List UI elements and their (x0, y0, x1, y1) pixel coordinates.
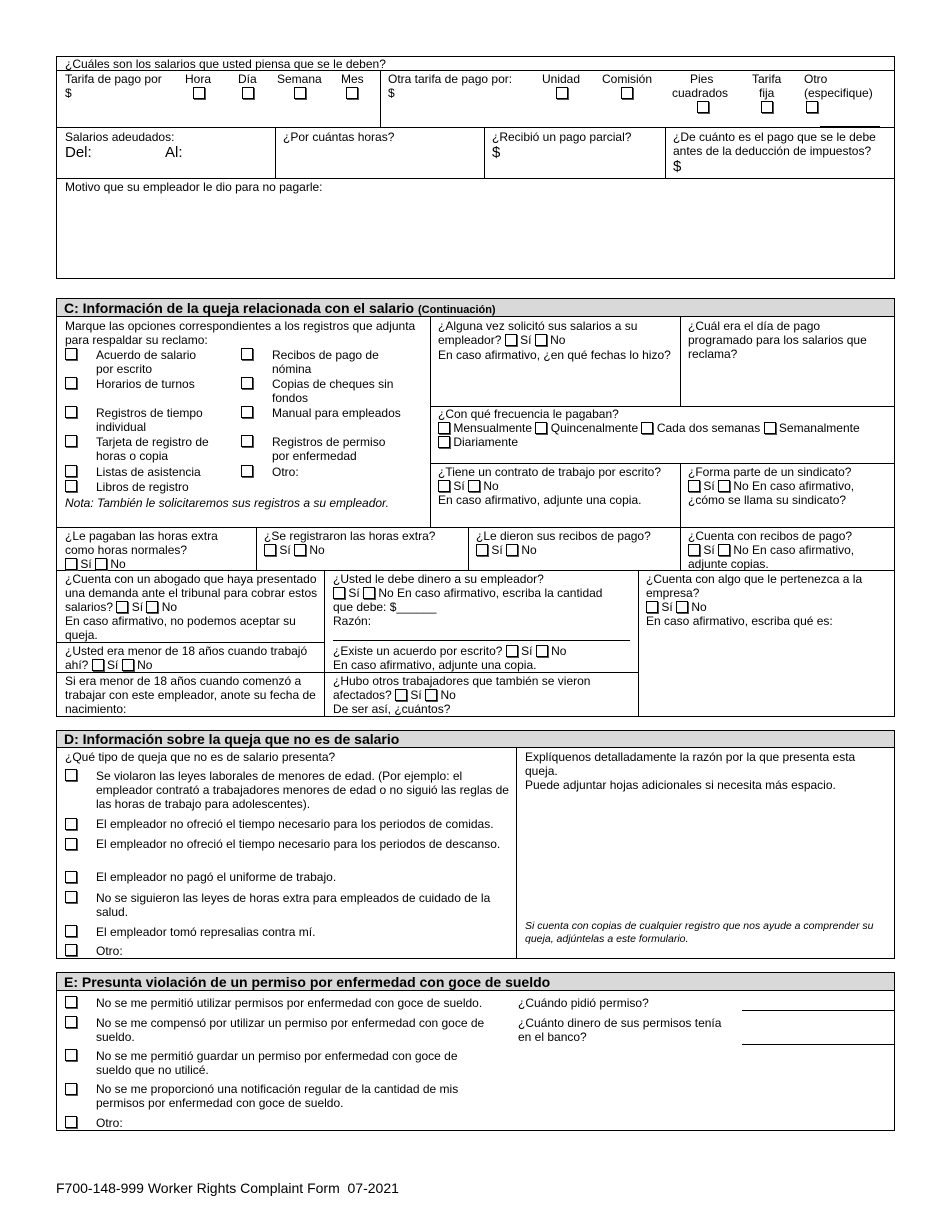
no-checkbox[interactable] (95, 558, 107, 570)
partial-payment-question: ¿Recibió un pago parcial? (492, 130, 632, 144)
banked-leave-field[interactable] (742, 1044, 894, 1045)
overtime-recorded-question: ¿Se registraron las horas extra? (264, 529, 436, 543)
complaint-option: Otro: (96, 944, 123, 958)
pay-frequency-question: ¿Con qué frecuencia le pagaban? (438, 407, 619, 421)
pay-rate-label: Tarifa de pago por (65, 72, 162, 86)
pay-stubs-question: ¿Le dieron sus recibos de pago? (476, 529, 651, 543)
sick-leave-checkbox[interactable] (65, 1083, 77, 1095)
no-checkbox[interactable] (506, 544, 518, 556)
records-checkbox[interactable] (241, 435, 253, 447)
attorney-note: En caso afirmativo, no podemos aceptar su queja. (65, 614, 296, 642)
monthly-checkbox[interactable] (438, 422, 450, 434)
yes-checkbox[interactable] (92, 659, 104, 671)
complaint-option: No se siguieron las leyes de horas extra para empleados de cuidado de la salud. (96, 891, 491, 919)
yes-checkbox[interactable] (688, 544, 700, 556)
records-option: Registros de tiempo individual (96, 406, 203, 434)
other-label-2: (especifique) (804, 86, 873, 100)
complaint-checkbox[interactable] (65, 818, 77, 830)
company-property-yes-no: Sí No (646, 600, 707, 614)
attach-copy-label: En caso afirmativo, adjunte una copia. (333, 658, 537, 672)
records-checkbox[interactable] (65, 348, 77, 360)
records-option: Acuerdo de salario por escrito (96, 348, 197, 376)
requested-wages-question: ¿Alguna vez solicitó sus salarios a su empleador? Sí No (438, 319, 638, 347)
flat-rate-label: Tarifa (752, 72, 782, 86)
attach-copies-label: adjunte copias. (688, 557, 769, 571)
records-instructions: Marque las opciones correspondientes a los registros que adjunta para respaldar su reclamo: (65, 319, 416, 347)
sqft-label-2: cuadrados (672, 86, 729, 100)
overtime-recorded-yes-no: Sí No (264, 543, 325, 557)
records-option: Otro: (272, 465, 299, 479)
has-pay-stubs-yes-no: Sí No En caso afirmativo, (688, 543, 854, 557)
unit-checkbox[interactable] (556, 87, 568, 99)
reason-label: Motivo que su empleador le dio para no pagarle: (65, 180, 323, 194)
dollar-sign: $ (492, 144, 501, 161)
divider (638, 570, 639, 717)
records-checkbox[interactable] (65, 435, 77, 447)
leave-request-date-label: ¿Cuándo pidió permiso? (518, 996, 649, 1010)
wages-owed-label: Salarios adeudados: (65, 130, 175, 144)
sqft-label: Pies (690, 72, 714, 86)
no-checkbox[interactable] (718, 544, 730, 556)
records-option: Copias de cheques sin fondos (272, 377, 394, 405)
records-checkbox[interactable] (65, 406, 77, 418)
divider (680, 463, 681, 527)
no-checkbox[interactable] (535, 334, 547, 346)
records-option: Tarjeta de registro de horas o copia (96, 435, 209, 463)
flat-rate-checkbox[interactable] (761, 101, 773, 113)
divider (56, 642, 324, 643)
birthdate-label: Si era menor de 18 años cuando comenzó a trabajar con este empleador, anote su fecha de nacimiento: (65, 674, 316, 716)
divider (484, 127, 485, 178)
pretax-amount-question: ¿De cuánto es el pago que se le debe antes de la deducción de impuestos? (673, 130, 876, 158)
complaint-option: Se violaron las leyes laborales de menores de edad. (Por ejemplo: el empleador contrató a trabajadores menores de edad o no siguió las reglas de las horas de trabajo para adolescentes). (96, 769, 509, 811)
reason-label: Razón: (333, 614, 372, 628)
pay-frequency-options: Mensualmente Quincenalmente Cada dos semanas Semanalmente (438, 421, 860, 435)
divider (56, 527, 895, 528)
complaint-checkbox[interactable] (65, 871, 77, 883)
overtime-question: ¿Le pagaban las horas extra como horas normales? (65, 529, 218, 557)
section-e-header: E: Presunta violación de un permiso por enfermedad con goce de sueldo (56, 972, 895, 991)
attach-sheets-label: Puede adjuntar hojas adicionales si necesita más espacio. (525, 778, 836, 792)
written-contract-question: ¿Tiene un contrato de trabajo por escrito? (438, 465, 662, 479)
yes-checkbox[interactable] (65, 558, 77, 570)
records-note: Nota: También le solicitaremos sus registros a su empleador. (65, 496, 389, 510)
yes-checkbox[interactable] (264, 544, 276, 556)
records-checkbox[interactable] (241, 406, 253, 418)
unit-label: Unidad (542, 72, 581, 86)
pay-stubs-yes-no: Sí No (476, 543, 537, 557)
sick-leave-option: No se me permitió guardar un permiso por enfermedad con goce de sueldo que no utilicé. (96, 1049, 458, 1077)
minor-question: ¿Usted era menor de 18 años cuando trabajó ahí? Sí No (65, 644, 308, 672)
yes-checkbox[interactable] (646, 601, 658, 613)
day-checkbox[interactable] (242, 87, 254, 99)
attorney-question: ¿Cuenta con un abogado que haya presentado una demanda ante el tribunal para cobrar estos salarios? Sí No (65, 572, 318, 614)
records-option: Registros de permiso por enfermedad (272, 435, 386, 463)
divider (516, 748, 517, 959)
divider (430, 317, 431, 527)
sick-leave-option: Otro: (96, 1116, 123, 1130)
divider (380, 70, 381, 127)
section-c-title: C: Información de la queja relacionada con el salario (64, 300, 415, 316)
records-checkbox[interactable] (65, 465, 77, 477)
divider (256, 527, 257, 570)
section-c-header (56, 298, 895, 317)
owe-money-question: ¿Usted le debe dinero a su empleador? (333, 572, 544, 586)
dollar-sign: $ (673, 158, 682, 175)
sick-leave-option: No se me permitió utilizar permisos por enfermedad con goce de sueldo. (96, 996, 483, 1010)
yes-checkbox[interactable] (476, 544, 488, 556)
yes-checkbox[interactable] (688, 480, 700, 492)
union-question: ¿Forma parte de un sindicato? (688, 465, 852, 479)
dollar-sign: $ (388, 86, 395, 100)
every-two-weeks-checkbox[interactable] (641, 422, 653, 434)
sick-leave-checkbox[interactable] (65, 1049, 77, 1061)
no-checkbox[interactable] (363, 587, 375, 599)
owe-money-yes-no: Sí No En caso afirmativo, escriba la cantidad (333, 586, 602, 600)
attach-records-note: Si cuenta con copias de cualquier registro que nos ayude a comprender su queja, adjúntelas a este formulario. (525, 920, 874, 945)
records-option: Libros de registro (96, 480, 189, 494)
no-checkbox[interactable] (676, 601, 688, 613)
no-checkbox[interactable] (122, 659, 134, 671)
how-many-label: De ser así, ¿cuántos? (333, 702, 451, 716)
sick-leave-checkbox[interactable] (65, 1116, 77, 1128)
day-label: Día (238, 72, 257, 86)
section-d-header: D: Información sobre la queja que no es de salario (56, 730, 895, 748)
payday-question: ¿Cuál era el día de pago programado para los salarios que reclama? (688, 319, 867, 361)
complaint-checkbox[interactable] (65, 838, 77, 850)
divider (680, 317, 681, 406)
complaint-option: El empleador no ofreció el tiempo necesario para los periodos de descanso. (96, 837, 501, 851)
divider (665, 127, 666, 178)
month-checkbox[interactable] (346, 87, 358, 99)
week-checkbox[interactable] (294, 87, 306, 99)
contract-yes-no: Sí No (438, 479, 499, 493)
union-name-label: ¿cómo se llama su sindicato? (688, 493, 847, 507)
other-specify-line (820, 126, 880, 127)
sick-leave-checkbox[interactable] (65, 996, 77, 1008)
hours-question: ¿Por cuántas horas? (283, 130, 395, 144)
union-yes-no: Sí No En caso afirmativo, (688, 479, 854, 493)
dollar-sign: $ (65, 86, 72, 100)
continuation-label: (Continuación) (418, 304, 496, 316)
other-workers-question: ¿Hubo otros trabajadores que también se vieron afectados? Sí No (333, 674, 591, 702)
describe-property-label: En caso afirmativo, escriba qué es: (646, 614, 833, 628)
no-checkbox[interactable] (468, 480, 480, 492)
other-label: Otro (804, 72, 828, 86)
daily-checkbox[interactable] (438, 436, 450, 448)
records-option: Listas de asistencia (96, 465, 201, 479)
records-checkbox[interactable] (241, 377, 253, 389)
amount-owed-field[interactable]: que debe: $______ (333, 600, 437, 614)
complaint-option: El empleador tomó represalias contra mí. (96, 925, 316, 939)
complaint-checkbox[interactable] (65, 891, 77, 903)
to-label: Al: (165, 144, 183, 161)
divider (56, 127, 895, 128)
other-checkbox[interactable] (806, 101, 818, 113)
divider (680, 527, 681, 570)
biweekly-checkbox[interactable] (535, 422, 547, 434)
divider (56, 570, 895, 571)
divider (56, 672, 638, 673)
banked-leave-label: ¿Cuánto dinero de sus permisos tenía en el banco? (518, 1016, 722, 1044)
sick-leave-option: No se me compensó por utilizar un permiso por enfermedad con goce de sueldo. (96, 1016, 485, 1044)
month-label: Mes (341, 72, 364, 86)
wages-question: ¿Cuáles son los salarios que usted piensa que se le deben? (65, 57, 386, 71)
no-checkbox[interactable] (536, 645, 548, 657)
yes-checkbox[interactable] (395, 689, 407, 701)
no-checkbox[interactable] (294, 544, 306, 556)
records-option: Horarios de turnos (96, 377, 195, 391)
hour-checkbox[interactable] (193, 87, 205, 99)
complaint-type-question: ¿Qué tipo de queja que no es de salario presenta? (65, 750, 336, 764)
flat-rate-label-2: fija (759, 86, 775, 100)
no-checkbox[interactable] (425, 689, 437, 701)
overtime-yes-no: Sí No (65, 557, 126, 571)
complaint-option: El empleador no pagó el uniforme de trabajo. (96, 870, 337, 884)
from-label: Del: (65, 144, 92, 161)
complaint-checkbox[interactable] (65, 925, 77, 937)
complaint-checkbox[interactable] (65, 944, 77, 956)
records-checkbox[interactable] (241, 348, 253, 360)
yes-checkbox[interactable] (438, 480, 450, 492)
request-dates-label: En caso afirmativo, ¿en qué fechas lo hizo? (438, 348, 671, 362)
daily-option: Diariamente (438, 435, 518, 449)
records-checkbox[interactable] (65, 480, 77, 492)
other-rate-label: Otra tarifa de pago por: (388, 72, 513, 86)
records-checkbox[interactable] (65, 377, 77, 389)
divider (275, 127, 276, 178)
sqft-checkbox[interactable] (697, 101, 709, 113)
hour-label: Hora (185, 72, 212, 86)
sick-leave-option: No se me proporcionó una notificación regular de la cantidad de mis permisos por enfermedad con goce de sueldo. (96, 1082, 459, 1110)
divider (56, 178, 895, 179)
company-property-question: ¿Cuenta con algo que le pertenezca a la empresa? (646, 572, 863, 600)
records-checkbox[interactable] (241, 465, 253, 477)
explain-label: Explíquenos detalladamente la razón por la que presenta esta queja. (525, 750, 856, 778)
weekly-checkbox[interactable] (764, 422, 776, 434)
leave-request-date-field[interactable] (742, 1010, 894, 1011)
no-checkbox[interactable] (718, 480, 730, 492)
divider (430, 463, 895, 464)
records-option: Manual para empleados (272, 406, 401, 420)
yes-checkbox[interactable] (505, 334, 517, 346)
sick-leave-checkbox[interactable] (65, 1016, 77, 1028)
divider (324, 570, 325, 717)
yes-checkbox[interactable] (506, 645, 518, 657)
records-option: Recibos de pago de nómina (272, 348, 379, 376)
week-label: Semana (277, 72, 322, 86)
written-agreement-question: ¿Existe un acuerdo por escrito? Sí No (333, 644, 567, 658)
divider (333, 640, 630, 641)
attach-copy-label: En caso afirmativo, adjunte una copia. (438, 493, 642, 507)
no-checkbox[interactable] (146, 601, 158, 613)
commission-label: Comisión (602, 72, 653, 86)
commission-checkbox[interactable] (621, 87, 633, 99)
complaint-checkbox[interactable] (65, 769, 77, 781)
yes-checkbox[interactable] (333, 587, 345, 599)
complaint-option: El empleador no ofreció el tiempo necesario para los periodos de comidas. (96, 817, 494, 831)
yes-checkbox[interactable] (116, 601, 128, 613)
form-footer: F700-148-999 Worker Rights Complaint Form 07-2021 (56, 1180, 399, 1196)
divider (468, 527, 469, 570)
has-pay-stubs-question: ¿Cuenta con recibos de pago? (688, 529, 853, 543)
